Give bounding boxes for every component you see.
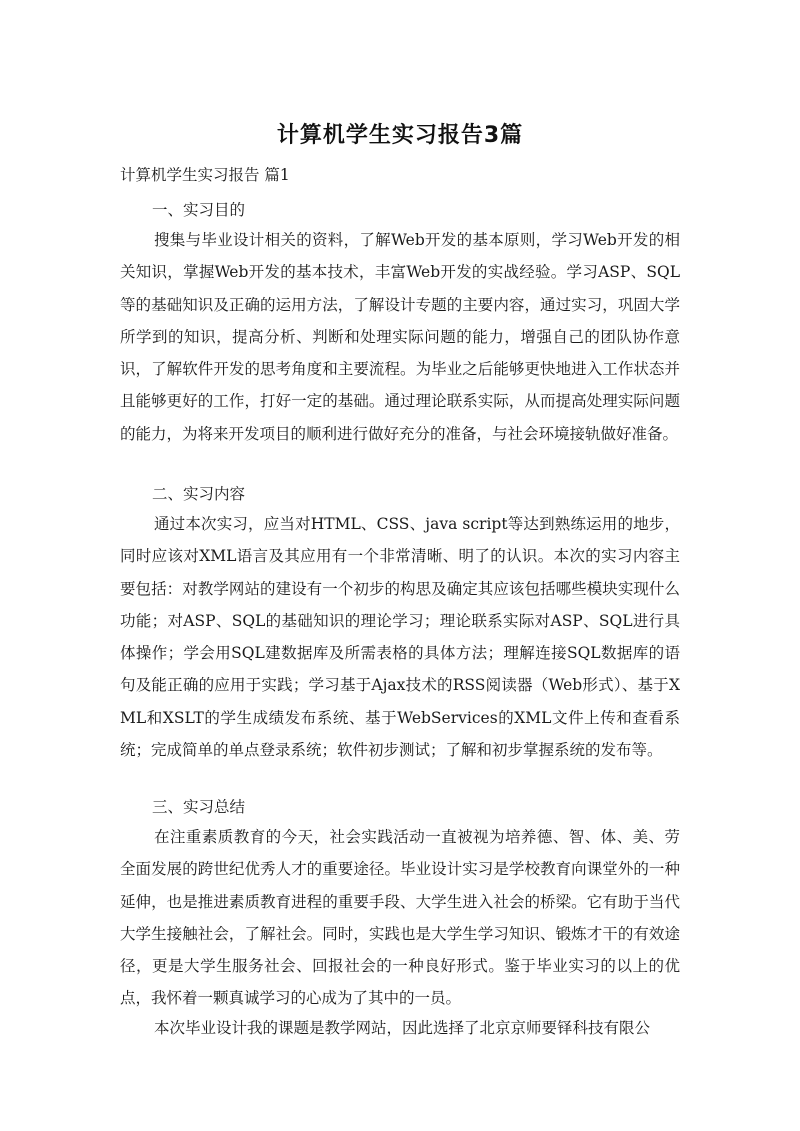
document-title: 计算机学生实习报告3篇: [276, 123, 524, 148]
paragraph-purpose: 搜集与毕业设计相关的资料，了解Web开发的基本原则，学习Web开发的相关知识，掌握Web开发的基本技术，丰富Web开发的实战经验。学习ASP、SQL等的基础知识及正确的运用方法，了解设计专题的主要内容，通过实习，巩固大学所学到的知识，提高分析、判断和处理实际问题的能力，增强自己的团队协作意识，了解软件开发的思考角度和主要流程。为毕业之后能够更快地进入工作状态并且能够更好的工作，打好一定的基础。通过理论联系实际，从而提高处理实际问题的能力，为将来开发项目的顺利进行做好充分的准备，与社会环境接轨做好准备。: [120, 231, 680, 443]
section-heading-content: 二、实习内容: [152, 485, 246, 503]
section-heading-summary: 三、实习总结: [152, 798, 246, 816]
document-subtitle: 计算机学生实习报告 篇1: [120, 166, 290, 184]
paragraph-content: 通过本次实习，应当对HTML、CSS、java script等达到熟练运用的地步，同时应该对XML语言及其应用有一个非常清晰、明了的认识。本次的实习内容主要包括：对教学网站的建设有一个初步的构思及确定其应该包括哪些模块实现什么功能；对ASP、SQL的基础知识的理论学习；理论联系实际对ASP、SQL进行具体操作；学会用SQL建数据库及所需表格的具体方法；理解连接SQL数据库的语句及能正确的应用于实践；学习基于Ajax技术的RSS阅读器（Web形式）、基于XML和XSLT的学生成绩发布系统、基于WebServices的XML文件上传和查看系统；完成简单的单点登录系统；软件初步测试；了解和初步掌握系统的发布等。: [120, 515, 680, 760]
paragraph-summary: 在注重素质教育的今天，社会实践活动一直被视为培养德、智、体、美、劳全面发展的跨世纪优秀人才的重要途径。毕业设计实习是学校教育向课堂外的一种延伸，也是推进素质教育进程的重要手段、大学生进入社会的桥梁。它有助于当代大学生接触社会，了解社会。同时，实践也是大学生学习知识、锻炼才干的有效途径，更是大学生服务社会、回报社会的一种良好形式。鉴于毕业实习的以上的优点，我怀着一颗真诚学习的心成为了其中的一员。: [120, 828, 680, 1008]
paragraph-project: 本次毕业设计我的课题是教学网站，因此选择了北京京师要铎科技有限公: [154, 1019, 651, 1037]
section-heading-purpose: 一、实习目的: [152, 201, 246, 219]
